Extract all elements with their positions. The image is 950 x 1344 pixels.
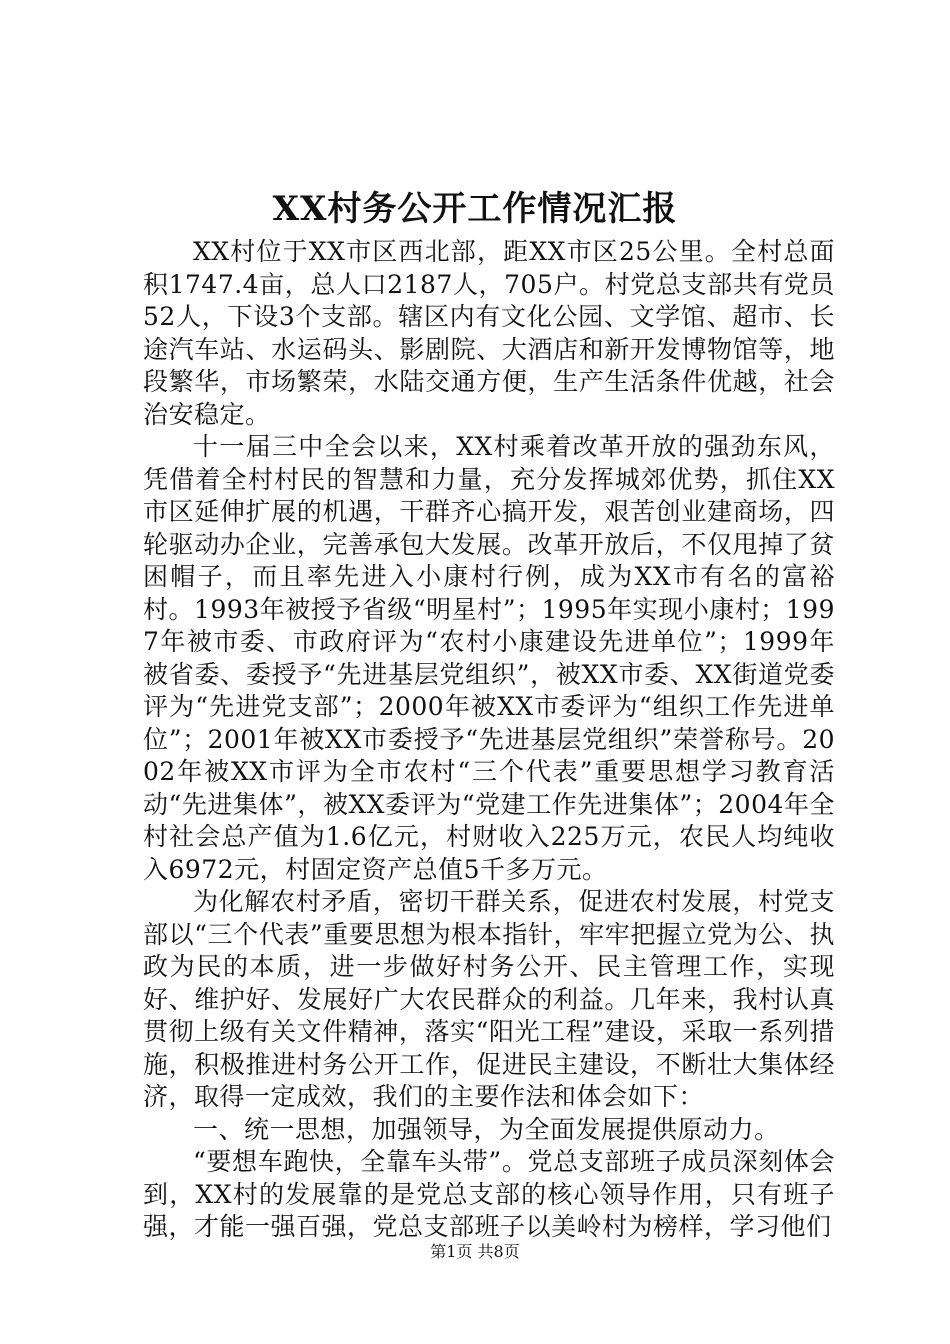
document-title: XX村务公开工作情况汇报	[272, 189, 678, 229]
paragraph-history: 十一届三中全会以来，XX村乘着改革开放的强劲东风，凭借着全村村民的智慧和力量，充分发挥城郊优势，抓住XX市区延伸扩展的机遇，干群齐心搞开发，艰苦创业建商场，四轮驱动办企业，完善承包大发展。改革开放后，不仅甩掉了贫困帽子，而且率先进入小康村行例，成为XX市有名的富裕村。1993年被授予省级“明星村”；1995年实现小康村；1997年被市委、市政府评为“农村小康建设先进单位”；1999年被省委、委授予“先进基层党组织”，被XX市委、XX街道党委评为“先进党支部”；2000年被XX市委评为“组织工作先进单位”；2001年被XX市委授予“先进基层党组织”荣誉称号。2002年被XX市评为全市农村“三个代表”重要思想学习教育活动“先进集体”，被XX委评为“党建工作先进集体”；2004年全村社会总产值为1.6亿元，村财收入225万元，农民人均纯收入6972元，村固定资产总值5千多万元。	[143, 432, 835, 884]
page-footer: 第1页 共8页	[430, 1242, 520, 1261]
document-body	[143, 236, 835, 1244]
paragraph-leadership: “要想车跑快，全靠车头带”。党总支部班子成员深刻体会到，XX村的发展靠的是党总支部的核心领导作用，只有班子强，才能一强百强，党总支部班子以美岭村为榜样，学习他们	[143, 1147, 835, 1241]
section-heading-1: 一、统一思想，加强领导，为全面发展提供原动力。	[193, 1114, 780, 1144]
paragraph-purpose: 为化解农村矛盾，密切干群关系，促进农村发展，村党支部以“三个代表”重要思想为根本指针，牢牢把握立党为公、执政为民的本质，进一步做好村务公开、民主管理工作，实现好、维护好、发展好广大农民群众的利益。几年来，我村认真贯彻上级有关文件精神，落实“阳光工程”建设，采取一系列措施，积极推进村务公开工作，促进民主建设，不断壮大集体经济，取得一定成效，我们的主要作法和体会如下：	[143, 887, 835, 1111]
paragraph-intro: XX村位于XX市区西北部，距XX市区25公里。全村总面积1747.4亩，总人口2187人，705户。村党总支部共有党员52人，下设3个支部。辖区内有文化公园、文学馆、超市、长途汽车站、水运码头、影剧院、大酒店和新开发博物馆等，地段繁华，市场繁荣，水陆交通方便，生产生活条件优越，社会治安稳定。	[143, 237, 835, 429]
